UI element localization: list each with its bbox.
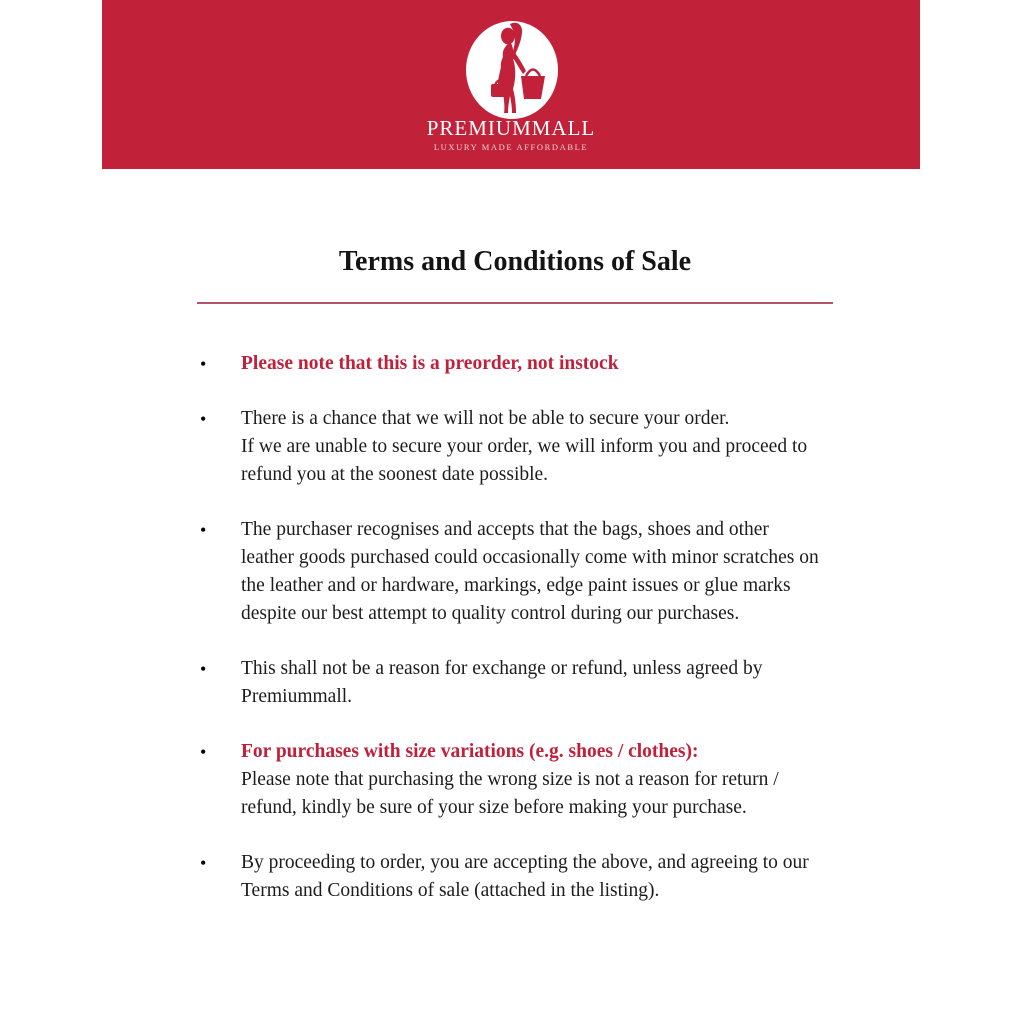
brand-logo — [466, 21, 558, 119]
bullet-line: leather goods purchased could occasionally come with minor scratches on — [241, 547, 819, 568]
bullet-marker: • — [200, 520, 207, 540]
bullet-line: Please note that this is a preorder, not instock — [241, 353, 619, 374]
title-divider — [197, 302, 833, 304]
bullet-item-agreement — [200, 849, 844, 905]
bullet-marker: • — [200, 659, 207, 679]
bullet-item-no-refund — [200, 655, 844, 711]
bullet-line: By proceeding to order, you are accepting the above, and agreeing to our — [241, 852, 809, 873]
bullet-item-preorder — [200, 350, 844, 378]
bullet-item-leather-goods — [200, 516, 844, 628]
bullet-line: refund, kindly be sure of your size before making your purchase. — [241, 797, 747, 818]
page-title: Terms and Conditions of Sale — [338, 246, 692, 277]
bullet-line: the leather and or hardware, markings, edge paint issues or glue marks — [241, 575, 791, 596]
bullet-line: refund you at the soonest date possible. — [241, 464, 549, 485]
bullet-line: The purchaser recognises and accepts that the bags, shoes and other — [241, 519, 769, 540]
bullet-marker: • — [200, 853, 207, 873]
bullet-line: There is a chance that we will not be able to secure your order. — [241, 408, 730, 429]
bullet-line: Please note that purchasing the wrong size is not a reason for return / — [241, 769, 779, 790]
brand-name: PREMIUMMALL — [426, 116, 596, 140]
bullet-item-size-variations — [200, 738, 844, 822]
bullet-item-secure-order — [200, 405, 844, 489]
brand-tagline: LUXURY MADE AFFORDABLE — [433, 142, 589, 152]
bullet-marker: • — [200, 409, 207, 429]
bullet-line: For purchases with size variations (e.g. shoes / clothes): — [241, 741, 699, 762]
bullet-marker: • — [200, 354, 207, 374]
bullet-line: Premiummall. — [241, 686, 353, 707]
header-banner — [102, 0, 920, 169]
bullet-line: This shall not be a reason for exchange or refund, unless agreed by — [241, 658, 763, 679]
bullet-marker: • — [200, 742, 207, 762]
terms-list — [200, 350, 844, 932]
bullet-line: If we are unable to secure your order, we will inform you and proceed to — [241, 436, 808, 457]
bullet-line: Terms and Conditions of sale (attached in the listing). — [241, 880, 660, 901]
bullet-line: despite our best attempt to quality control during our purchases. — [241, 603, 740, 624]
